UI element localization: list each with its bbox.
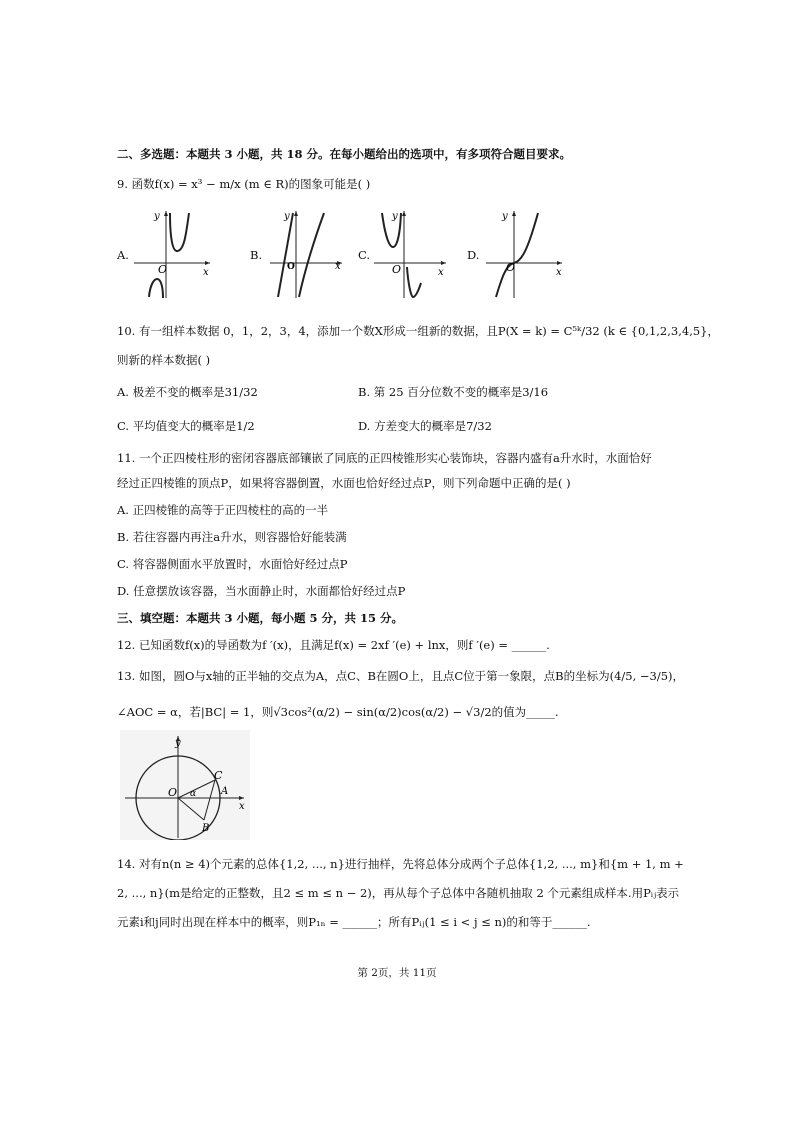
x-axis-label: x (556, 267, 562, 278)
fig-x-label: x (239, 801, 245, 812)
curve-right-branch (170, 213, 189, 251)
curve-left-branch (149, 279, 163, 298)
q11-stem-line2: 经过正四棱锥的顶点P，如果将容器倒置，水面也恰好经过点P，则下列命题中正确的是( ) (117, 476, 571, 490)
q13-stem-line2: ∠AOC = α，若|BC| = 1，则√3cos²(α/2) − sin(α/2)cos(α/2) − √3/2的值为_____. (117, 705, 559, 719)
y-axis-label: y (284, 211, 290, 222)
origin-label: O (506, 261, 516, 274)
q13-circle-figure (120, 730, 250, 840)
curve-left-branch (278, 213, 293, 297)
q9-option-a-label: A. (117, 248, 129, 262)
x-axis-label: x (203, 267, 209, 278)
q9-graph-b (266, 205, 346, 300)
q11-option-a: A. 正四棱锥的高等于正四棱柱的高的一半 (117, 503, 329, 517)
figure-background (120, 730, 250, 840)
fig-a-label: A (221, 786, 229, 797)
q14-stem-line1: 14. 对有n(n ≥ 4)个元素的总体{1,2, ..., n}进行抽样，先将总体分成两个子总体{1,2, ..., m}和{m + 1, m + (117, 857, 684, 871)
q10-stem-line2: 则新的样本数据( ) (117, 353, 211, 367)
origin-label: O (287, 262, 295, 272)
fig-y-label: y (175, 738, 181, 749)
q11-option-d: D. 任意摆放该容器，当水面静止时，水面都恰好经过点P (117, 584, 406, 598)
q10-option-a: A. 极差不变的概率是31/32 (117, 385, 258, 399)
curve-right-branch (407, 267, 421, 297)
y-axis-arrow-icon (512, 211, 516, 216)
x-axis-arrow-icon (557, 261, 562, 265)
q9-graph-a (130, 205, 214, 300)
q9-graph-d (482, 205, 566, 300)
curve (496, 213, 538, 297)
y-axis-arrow-icon (164, 211, 168, 216)
y-axis-arrow-icon (294, 211, 298, 216)
fig-c-label: C (214, 769, 223, 782)
q9-graph-c (370, 205, 450, 300)
q10-option-d: D. 方差变大的概率是7/32 (358, 419, 492, 433)
q10-option-c: C. 平均值变大的概率是1/2 (117, 419, 255, 433)
q12-stem: 12. 已知函数f(x)的导函数为f ′(x)，且满足f(x) = 2xf ′(e) + lnx，则f ′(e) = ______. (117, 638, 550, 652)
q13-stem-line1: 13. 如图，圆O与x轴的正半轴的交点为A，点C、B在圆O上，且点C位于第一象限，点B的坐标为(4/5, −3/5)， (117, 669, 685, 683)
fig-b-label: B (202, 823, 210, 834)
x-axis-label: x (335, 261, 341, 272)
section-3-heading: 三、填空题：本题共 3 小题，每小题 5 分，共 15 分。 (117, 611, 404, 625)
q9-option-c-label: C. (358, 248, 371, 262)
y-axis-label: y (154, 211, 160, 222)
q10-option-b: B. 第 25 百分位数不变的概率是3/16 (358, 385, 549, 399)
q14-stem-line2: 2, ..., n}(m是给定的正整数，且2 ≤ m ≤ n − 2)，再从每个子总体中各随机抽取 2 个元素组成样本.用Pᵢⱼ表示 (117, 886, 680, 900)
q10-stem-line1: 10. 有一组样本数据 0，1，2，3，4，添加一个数X形成一组新的数据，且P(X = k) = C⁵ᵏ/32 (k ∈ {0,1,2,3,4,5}， (117, 324, 719, 338)
q14-stem-line3: 元素i和j同时出现在样本中的概率，则P₁ₙ = ______；所有Pᵢⱼ(1 ≤ i < j ≤ n)的和等于______. (117, 915, 591, 929)
q11-stem-line1: 11. 一个正四棱柱形的密闭容器底部镶嵌了同底的正四棱锥形实心装饰块，容器内盛有a升水时，水面恰好 (117, 451, 652, 465)
section-2-heading: 二、多选题：本题共 3 小题，共 18 分。在每小题给出的选项中，有多项符合题目要求。 (117, 147, 572, 161)
q11-option-b: B. 若往容器内再注a升水，则容器恰好能装满 (117, 530, 347, 544)
origin-label: O (158, 263, 168, 276)
q9-option-b-label: B. (250, 248, 263, 262)
y-axis-label: y (392, 211, 398, 222)
page-number-footer: 第 2页，共 11页 (357, 967, 437, 979)
fig-o-label: O (168, 786, 178, 799)
y-axis-arrow-icon (402, 211, 406, 216)
x-axis-arrow-icon (205, 261, 210, 265)
y-axis-label: y (502, 211, 508, 222)
q11-option-c: C. 将容器侧面水平放置时，水面恰好经过点P (117, 557, 348, 571)
q9-stem: 9. 函数f(x) = x³ − m/x (m ∈ R)的图象可能是( ) (117, 177, 371, 191)
curve-right-branch (299, 213, 324, 297)
x-axis-label: x (438, 267, 444, 278)
q9-option-d-label: D. (467, 248, 480, 262)
fig-alpha-label: α (190, 789, 197, 799)
x-axis-arrow-icon (441, 261, 446, 265)
origin-label: O (392, 263, 402, 276)
